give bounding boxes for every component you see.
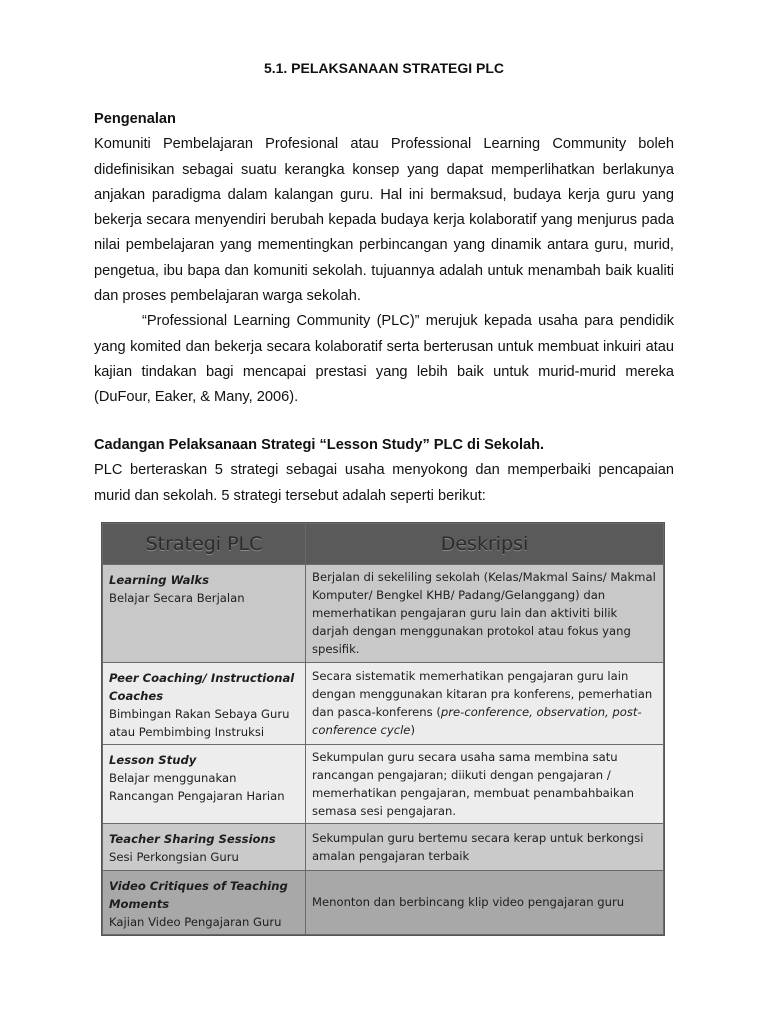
- description-cell: Berjalan di sekeliling sekolah (Kelas/Makmal Sains/ Makmal Komputer/ Bengkel KHB/ Padang/Gelanggang) dan memerhatikan pengajaran guru lain dan aktiviti bilik darjah dengan menggunakan protokol atau fokus yang spesifik.: [306, 565, 664, 663]
- strategy-paragraph: PLC berteraskan 5 strategi sebagai usaha menyokong dan memperbaiki pencapaian murid dan sekolah. 5 strategi tersebut adalah seperti berikut:: [94, 462, 674, 504]
- strategy-name: Learning Walks: [109, 573, 210, 587]
- strategy-subtitle: Sesi Perkongsian Guru: [109, 850, 239, 865]
- table-row: [103, 662, 664, 744]
- strategy-name: Video Critiques of Teaching Moments: [109, 878, 288, 911]
- strategy-subtitle: Belajar Secara Berjalan: [109, 591, 245, 605]
- description-cell: Sekumpulan guru bertemu secara kerap untuk berkongsi amalan pengajaran terbaik: [306, 824, 664, 870]
- strategy-subtitle: Belajar menggunakan Rancangan Pengajaran Harian: [109, 770, 285, 803]
- intro-paragraph-1: Komuniti Pembelajaran Profesional atau Professional Learning Community boleh didefinisikan sebagai suatu kerangka konsep yang dapat memperlihatkan berlakunya anjakan paradigma dalam kalangan guru. Hal ini bermaksud, budaya kerja guru yang bekerja secara menyendiri berubah kepada budaya kerja kolaboratif yang menjurus pada nilai pembelajaran yang mementingkan perbincangan yang dinamik antara guru, murid, pengetua, ibu bapa dan komuniti sekolah. tujuannya adalah untuk menambah baik kualiti dan proses pembelajaran warga sekolah.: [94, 136, 674, 305]
- page-title: 5.1. PELAKSANAAN STRATEGI PLC: [263, 60, 505, 76]
- intro-section: [94, 107, 674, 411]
- description-cell: Sekumpulan guru secara usaha sama membina satu rancangan pengajaran; diikuti dengan pengajaran / memerhatikan pengajaran, membuat penambahbaikan semasa sesi pengajaran.: [306, 744, 664, 823]
- table-row: [103, 870, 664, 934]
- strategy-name: Peer Coaching/ Instructional Coaches: [109, 670, 295, 703]
- strategy-cell: [103, 870, 306, 934]
- strategy-cell: [103, 565, 306, 663]
- table-row: [103, 824, 664, 870]
- strategy-subtitle: Kajian Video Pengajaran Guru: [109, 914, 282, 929]
- strategy-name: Teacher Sharing Sessions: [109, 832, 276, 847]
- description-cell: Menonton dan berbincang klip video pengajaran guru: [306, 870, 664, 934]
- strategy-name: Lesson Study: [109, 752, 197, 767]
- strategy-cell: [103, 824, 306, 870]
- strategy-section: [94, 433, 674, 509]
- description-italic-text: pre-conference, observation, post-conference cycle: [312, 705, 642, 738]
- intro-heading: Pengenalan: [94, 111, 176, 127]
- table-header-strategy: Strategi PLC: [103, 524, 306, 565]
- strategy-table: [101, 522, 665, 936]
- table-row: [103, 565, 664, 663]
- strategy-cell: [103, 744, 306, 823]
- table-row: [103, 744, 664, 823]
- table-header-description: Deskripsi: [306, 524, 664, 565]
- description-cell: [306, 662, 664, 744]
- description-text-end: ): [410, 723, 415, 738]
- strategy-subtitle: Bimbingan Rakan Sebaya Guru atau Pembimbing Instruksi: [109, 706, 290, 739]
- strategy-cell: [103, 662, 306, 744]
- strategy-heading: Cadangan Pelaksanaan Strategi “Lesson Study” PLC di Sekolah.: [94, 437, 545, 453]
- description-text: Secara sistematik memerhatikan pengajaran guru lain dengan menggunakan kitaran pra konferens, pemerhatian dan pasca-konferens (: [312, 669, 653, 720]
- intro-paragraph-2: “Professional Learning Community (PLC)” merujuk kepada usaha para pendidik yang komited dan bekerja secara kolaboratif serta berterusan untuk membuat inkuiri atau kajian tindakan bagi mencapai prestasi yang lebih baik untuk murid-murid mereka (DuFour, Eaker, & Many, 2006).: [94, 313, 674, 406]
